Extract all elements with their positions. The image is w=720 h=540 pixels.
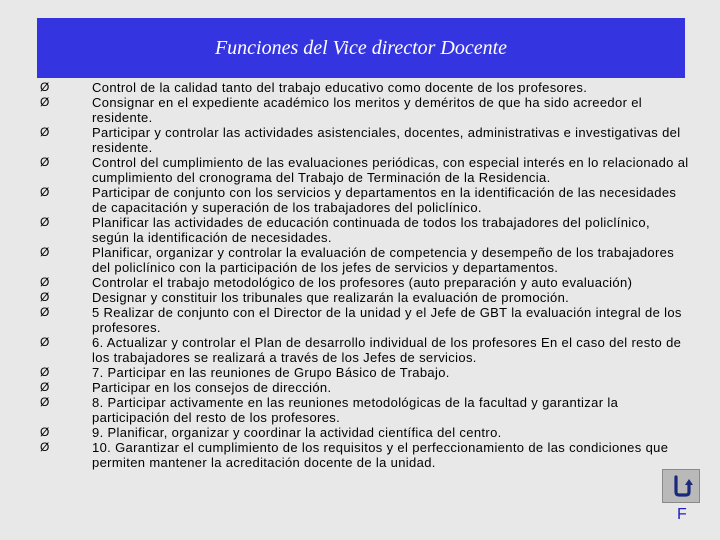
list-item-text: 6. Actualizar y controlar el Plan de desarrollo individual de los profesores En el caso del resto de los trabajadores se realizará a través de los Jefes de servicios. [92,335,682,365]
list-item [40,185,690,215]
bullet-arrow-icon: Ø [40,440,50,454]
list-item [40,335,690,365]
bullet-arrow-icon: Ø [40,125,50,139]
list-item [40,305,690,335]
bullet-list [40,80,690,470]
list-item-text: Participar en los consejos de dirección. [92,380,332,395]
list-item-text: Controlar el trabajo metodológico de los profesores (auto preparación y auto evaluación) [92,275,633,290]
slide-title: Funciones del Vice director Docente [214,36,508,59]
bullet-arrow-icon: Ø [40,395,50,409]
list-item-text: 5 Realizar de conjunto con el Director de la unidad y el Jefe de GBT la evaluación integral de los profesores. [92,305,682,335]
bullet-arrow-icon: Ø [40,335,50,349]
list-item-text: Control de la calidad tanto del trabajo educativo como docente de los profesores. [92,80,588,95]
list-item-text: Designar y constituir los tribunales que realizarán la evaluación de promoción. [92,290,570,305]
corner-letter: F [677,506,687,523]
bullet-arrow-icon: Ø [40,305,50,319]
list-item-text: 8. Participar activamente en las reuniones metodológicas de la facultad y garantizar la participación del resto de los profesores. [92,395,619,425]
bullet-arrow-icon: Ø [40,155,50,169]
list-item-text: Planificar, organizar y controlar la evaluación de competencia y desempeño de los trabajadores del policlínico con la participación de los jefes de servicios y departamentos. [92,245,675,275]
list-item-text: Control del cumplimiento de las evaluaciones periódicas, con especial interés en lo relacionado al cumplimiento del cronograma del Trabajo de Terminación de la Residencia. [92,155,689,185]
bullet-arrow-icon: Ø [40,365,50,379]
title-bar [37,18,685,78]
list-item-text: 9. Planificar, organizar y coordinar la actividad científica del centro. [92,425,502,440]
list-item-text: Participar y controlar las actividades asistenciales, docentes, administrativas e investigativas del residente. [92,125,681,155]
list-item [40,440,690,470]
bullet-arrow-icon: Ø [40,425,50,439]
list-item [40,125,690,155]
list-item-text: Consignar en el expediente académico los meritos y deméritos de que ha sido acreedor el residente. [92,95,643,125]
list-item-text: 7. Participar en las reuniones de Grupo Básico de Trabajo. [92,365,450,380]
bullet-arrow-icon: Ø [40,80,50,94]
list-item [40,215,690,245]
list-item [40,155,690,185]
list-item [40,95,690,125]
bullet-arrow-icon: Ø [40,185,50,199]
bullet-arrow-icon: Ø [40,275,50,289]
bullet-arrow-icon: Ø [40,380,50,394]
return-arrow-icon [669,474,693,498]
list-item [40,275,690,290]
list-item [40,80,690,95]
list-item [40,395,690,425]
list-item-text: Planificar las actividades de educación continuada de todos los trabajadores del policlínico, según la identificación de necesidades. [92,215,650,245]
list-item-text: 10. Garantizar el cumplimiento de los requisitos y el perfeccionamiento de las condiciones que permiten mantener la acreditación docente de la unidad. [92,440,669,470]
list-item [40,365,690,380]
list-item [40,245,690,275]
return-button[interactable] [662,469,700,503]
list-item-text: Participar de conjunto con los servicios y departamentos en la identificación de las necesidades de capacitación y superación de los trabajadores del policlínico. [92,185,677,215]
list-item [40,290,690,305]
bullet-arrow-icon: Ø [40,245,50,259]
bullet-arrow-icon: Ø [40,290,50,304]
bullet-arrow-icon: Ø [40,215,50,229]
list-item [40,380,690,395]
bullet-arrow-icon: Ø [40,95,50,109]
list-item [40,425,690,440]
